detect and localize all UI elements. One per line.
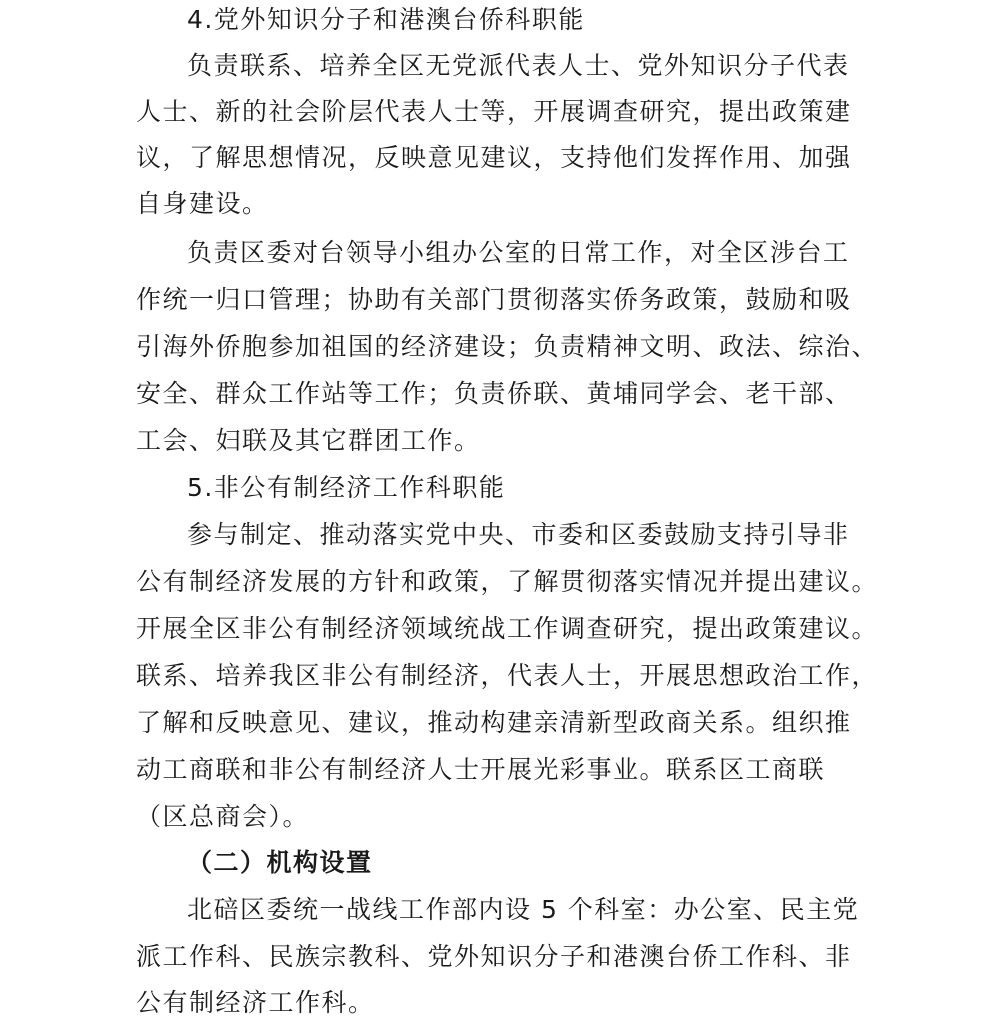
section-4-para-1-line-2: 人士、新的社会阶层代表人士等，开展调查研究，提出政策建 xyxy=(136,97,852,126)
section-5-para-1-line-4: 联系、培养我区非公有制经济，代表人士，开展思想政治工作， xyxy=(136,661,879,690)
section-5-para-1-line-6: 动工商联和非公有制经济人士开展光彩事业。联系区工商联 xyxy=(136,755,826,784)
section-4-para-2-line-5: 工会、妇联及其它群团工作。 xyxy=(136,426,481,455)
section-5-para-1-line-3: 开展全区非公有制经济领域统战工作调查研究，提出政策建议。 xyxy=(136,614,879,643)
section-4-para-1-line-3: 议，了解思想情况，反映意见建议，支持他们发挥作用、加强 xyxy=(136,143,852,172)
section-5-para-1-line-5: 了解和反映意见、建议，推动构建亲清新型政商关系。组织推 xyxy=(136,708,852,737)
section-5-heading: 5.非公有制经济工作科职能 xyxy=(187,473,506,502)
section-4-para-1-line-4: 自身建设。 xyxy=(136,189,269,218)
section-4-para-2-line-3: 引海外侨胞参加祖国的经济建设；负责精神文明、政法、综治、 xyxy=(136,332,879,361)
section-5-para-1-line-7: （区总商会）。 xyxy=(136,802,310,831)
section-4-heading: 4.党外知识分子和港澳台侨科职能 xyxy=(187,5,585,34)
org-setup-heading: （二）机构设置 xyxy=(187,848,373,877)
org-setup-para-line-2: 派工作科、民族宗教科、党外知识分子和港澳台侨工作科、非 xyxy=(136,942,852,971)
section-4-para-2-line-4: 安全、群众工作站等工作；负责侨联、黄埔同学会、老干部、 xyxy=(136,379,852,408)
org-setup-para-line-1: 北碚区委统一战线工作部内设 5 个科室：办公室、民主党 xyxy=(187,895,860,924)
section-5-para-1-line-2: 公有制经济发展的方针和政策，了解贯彻落实情况并提出建议。 xyxy=(136,567,879,596)
section-4-para-2-line-2: 作统一归口管理；协助有关部门贯彻落实侨务政策，鼓励和吸 xyxy=(136,285,852,314)
section-4-para-2-line-1: 负责区委对台领导小组办公室的日常工作，对全区涉台工 xyxy=(187,238,850,267)
section-5-para-1-line-1: 参与制定、推动落实党中央、市委和区委鼓励支持引导非 xyxy=(187,520,850,549)
section-4-para-1-line-1: 负责联系、培养全区无党派代表人士、党外知识分子代表 xyxy=(187,51,850,80)
org-setup-para-line-3: 公有制经济工作科。 xyxy=(136,988,375,1017)
